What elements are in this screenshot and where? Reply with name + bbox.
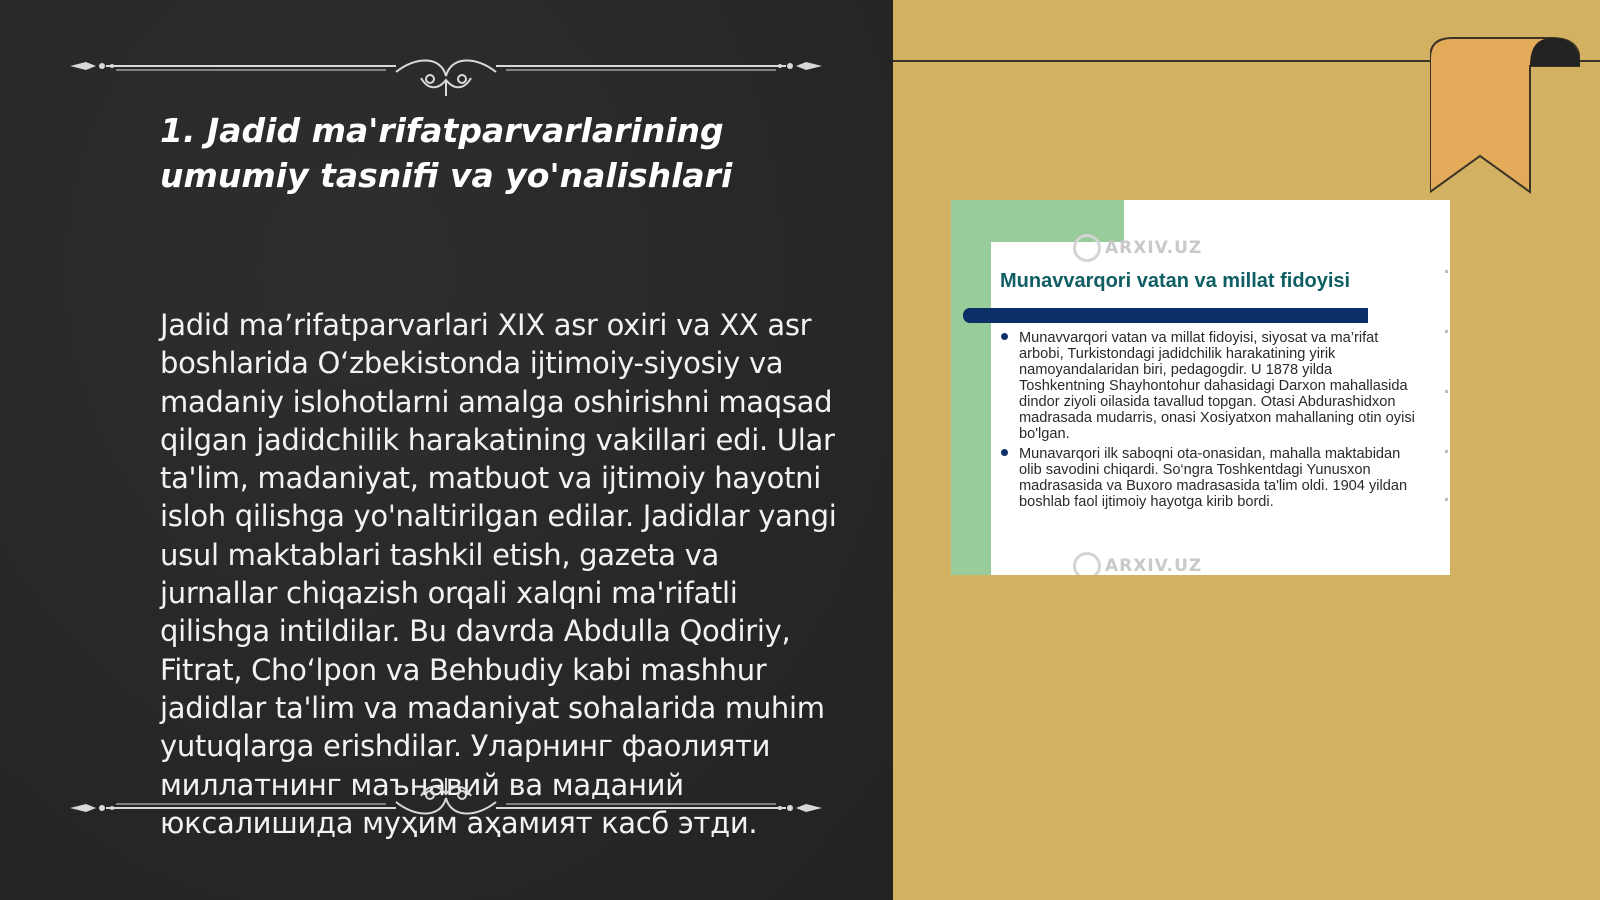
watermark-text: ARXIV.UZ [1105, 238, 1203, 258]
ornament-divider-bottom-icon [66, 772, 826, 832]
embedded-slide-title: Munavvarqori vatan va millat fidoyisi [1000, 270, 1351, 292]
embedded-slide-bullets [999, 330, 1417, 514]
bullet-text: Munavvarqori vatan va millat fidoyisi, siyosat va ma’rifat arbobi, Turkistondagi jadidchilik harakatining yirik namoyandalaridan biri, pedagogdir. U 1878 yilda Toshkentning Shayhontohur dahasidagi Darxon mahallasida dindor ziyoli oilasida tavallud topgan. Otasi Abdurashidxon madrasada mudarris, onasi Xosiyatxon mahallaning otin oyisi bo'lgan. [1019, 330, 1415, 442]
slide-title-line-1: 1. Jadid ma'rifatparvarlarining [160, 111, 724, 150]
watermark-top [1073, 234, 1202, 262]
slide-edge-marks [1444, 270, 1448, 500]
bullet-dot-icon [1001, 333, 1008, 340]
slide-title-line-2: umumiy tasnifi va yo'nalishlari [160, 156, 733, 195]
slide-green-strip [951, 200, 991, 575]
watermark-bottom [1073, 552, 1202, 575]
bullet-text: Munavarqori ilk saboqni ota-onasidan, mahalla maktabidan olib savodini chiqardi. So‘ngra Toshkentdagi Yunusxon madrasasida va Buxoro madrasasida ta'lim oldi. 1904 yildan boshlab faol ijtimoiy hayotga kirib bordi. [1019, 446, 1408, 510]
slide-title [160, 108, 820, 198]
list-item [999, 330, 1417, 442]
bullet-dot-icon [1001, 449, 1008, 456]
magnifier-watermark-icon [1073, 234, 1101, 262]
magnifier-watermark-icon [1073, 552, 1101, 575]
ornament-divider-top-icon [66, 46, 826, 106]
embedded-slide-title-bar [963, 308, 1368, 323]
watermark-text: ARXIV.UZ [1105, 556, 1203, 575]
embedded-slide-image [951, 200, 1450, 575]
slide-body-text: Jadid ma’rifatparvarlari XIX asr oxiri va XX asr boshlarida O‘zbekistonda ijtimoiy-siyosiy va madaniy islohotlarni amalga oshirishni maqsad qilgan jadidchilik harakatining vakillari edi. Ular ta'lim, madaniyat, matbuot va ijtimoiy hayotni isloh qilishga yo'naltirilgan edilar. Jadidlar yangi usul maktablari tashkil etish, gazeta va jurnallar chiqazish orqali xalqni ma'rifatli qilishga intildilar. Bu davrda Abdulla Qodiriy, Fitrat, Cho‘lpon va Behbudiy kabi mashhur jadidlar ta'lim va madaniyat sohalarida muhim yutuqlarga erishdilar. Уларнинг фаолияти миллатнинг маънавий ва маданий юксалишида муҳим аҳамият касб этди. [160, 308, 837, 840]
list-item [999, 446, 1417, 510]
ribbon-bookmark-icon [1430, 36, 1580, 200]
